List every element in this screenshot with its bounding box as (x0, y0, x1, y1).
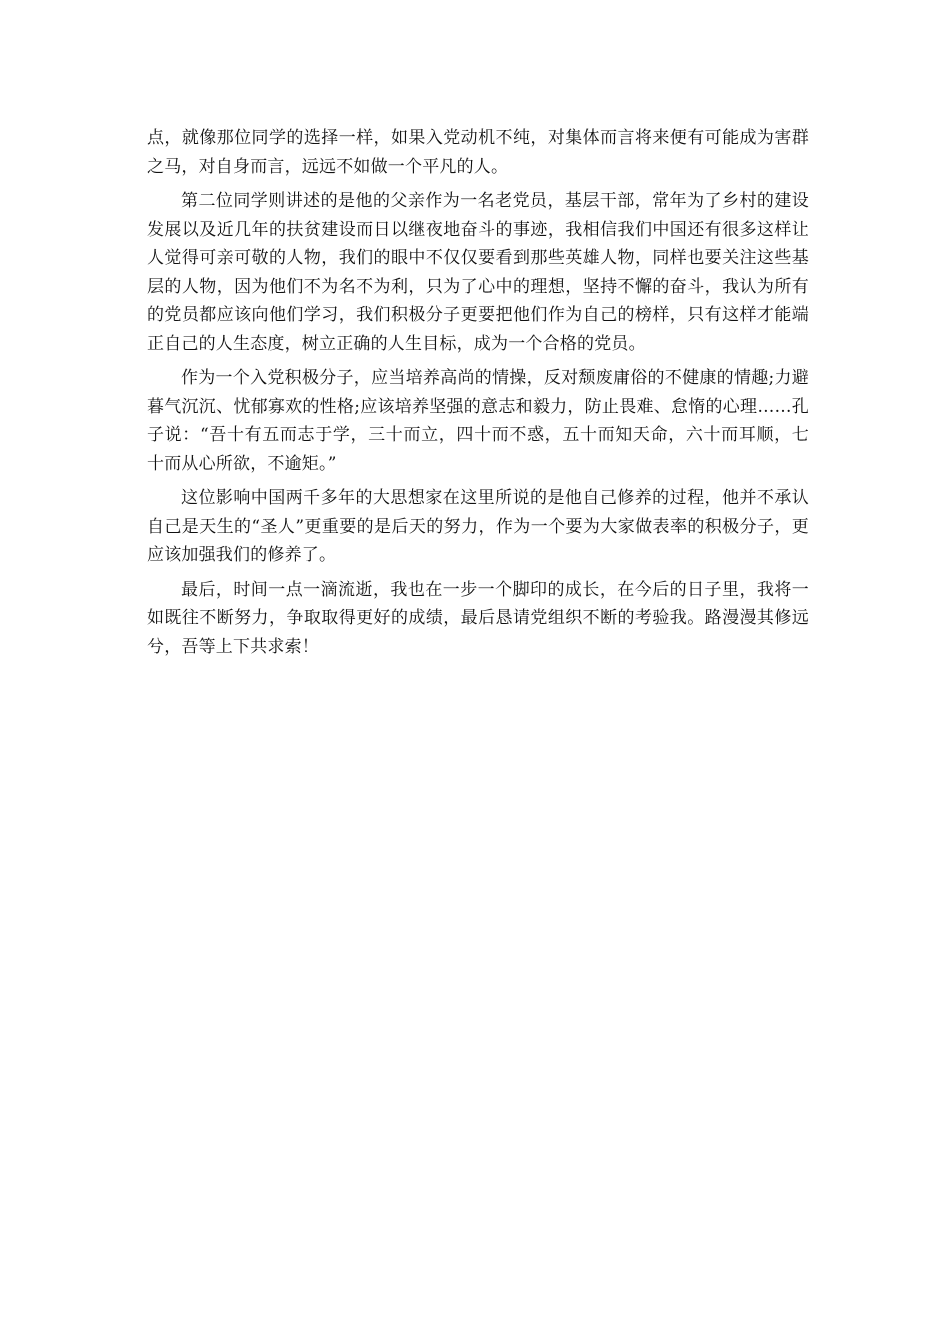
document-body (147, 124, 809, 667)
paragraph-continuation: 点，就像那位同学的选择一样，如果入党动机不纯，对集体而言将来便有可能成为害群之马，对自身而言，远远不如做一个平凡的人。 (147, 128, 809, 177)
paragraph-second-student: 第二位同学则讲述的是他的父亲作为一名老党员，基层干部，常年为了乡村的建设发展以及近几年的扶贫建设而日以继夜地奋斗的事迹，我相信我们中国还有很多这样让人觉得可亲可敬的人物，我们的眼中不仅仅要看到那些英雄人物，同样也要关注这些基层的人物，因为他们不为名不为利，只为了心中的理想，坚持不懈的奋斗，我认为所有的党员都应该向他们学习，我们积极分子更要把他们作为自己的榜样，只有这样才能端正自己的人生态度，树立正确的人生目标，成为一个合格的党员。 (147, 191, 809, 354)
paragraph-conclusion: 最后，时间一点一滴流逝，我也在一步一个脚印的成长，在今后的日子里，我将一如既往不断努力，争取取得更好的成绩，最后恳请党组织不断的考验我。路漫漫其修远兮，吾等上下共求索！ (147, 579, 809, 657)
paragraph-activist-character: 作为一个入党积极分子，应当培养高尚的情操，反对颓废庸俗的不健康的情趣;力避暮气沉沉、忧郁寡欢的性格;应该培养坚强的意志和毅力，防止畏难、怠惰的心理……孔子说：“吾十有五而志于学，三十而立，四十而不惑，五十而知天命，六十而耳顺，七十而从心所欲，不逾矩。” (147, 368, 809, 474)
paragraph-confucius-cultivation: 这位影响中国两千多年的大思想家在这里所说的是他自己修养的过程，他并不承认自己是天生的“圣人”更重要的是后天的努力，作为一个要为大家做表率的积极分子，更应该加强我们的修养了。 (147, 488, 809, 565)
